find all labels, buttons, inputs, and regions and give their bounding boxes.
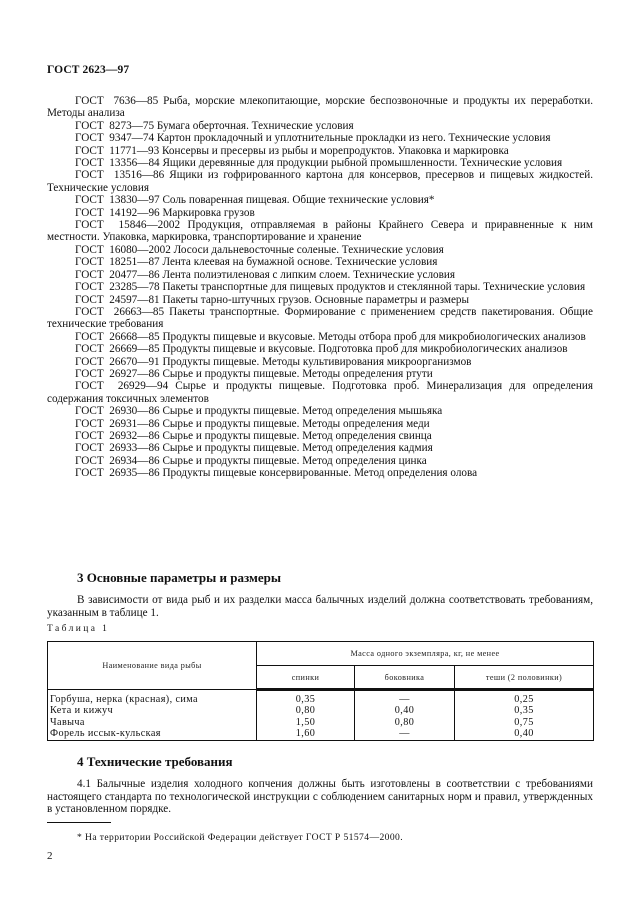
reference-title: Сырье и продукты пищевые. Метод определения свинца	[162, 429, 432, 442]
reference-code: ГОСТ 26663—85	[75, 305, 165, 318]
reference-title: Сырье и продукты пищевые. Методы определения ртути	[162, 367, 433, 380]
value-cell: 0,25	[455, 690, 594, 706]
reference-title: Ящики из гофрированного картона для консервов, пресервов и пищевых жидкостей. Технические условия	[47, 169, 593, 194]
value-cell: 0,40	[355, 705, 455, 716]
reference-item	[47, 256, 593, 268]
reference-item	[47, 95, 593, 120]
reference-title: Соль поваренная пищевая. Общие технические условия*	[162, 194, 435, 207]
reference-item	[47, 194, 593, 206]
reference-code: ГОСТ 24597—81	[75, 293, 160, 306]
fish-mass-table	[47, 641, 594, 741]
column-header-spinki: спинки	[257, 666, 355, 690]
reference-title: Сырье и продукты пищевые. Метод определения кадмия	[162, 442, 433, 455]
reference-code: ГОСТ 26668—85	[75, 330, 160, 343]
reference-item	[47, 169, 593, 194]
reference-code: ГОСТ 8273—75	[75, 119, 155, 132]
column-header-fish-name: Наименование вида рыбы	[48, 642, 257, 690]
reference-title: Бумага оберточная. Технические условия	[156, 119, 354, 132]
footnote: * На территории Российской Федерации действует ГОСТ Р 51574—2000.	[77, 832, 404, 843]
reference-item	[47, 331, 593, 343]
reference-code: ГОСТ 26670—91	[75, 355, 160, 368]
reference-item	[47, 418, 593, 430]
value-cell: 0,75	[455, 717, 594, 728]
table-row	[48, 705, 594, 716]
reference-item	[47, 343, 593, 355]
reference-item	[47, 380, 593, 405]
table-row	[48, 717, 594, 728]
table-row	[48, 728, 594, 740]
table-caption: Таблица 1	[47, 624, 110, 634]
reference-code: ГОСТ 9347—74	[75, 132, 155, 145]
value-cell: —	[355, 728, 455, 740]
reference-code: ГОСТ 26935—86	[75, 467, 160, 480]
reference-item	[47, 120, 593, 132]
reference-title: Продукты пищевые и вкусовые. Методы отбора проб для микробиологических анализов	[162, 330, 586, 343]
reference-code: ГОСТ 15846—2002	[75, 219, 181, 232]
reference-item	[47, 455, 593, 467]
value-cell: —	[355, 690, 455, 706]
reference-item	[47, 430, 593, 442]
reference-item	[47, 442, 593, 454]
column-group-header-mass: Масса одного экземпляра, кг, не менее	[257, 642, 594, 666]
reference-item	[47, 219, 593, 244]
reference-title: Пакеты тарно-штучных грузов. Основные параметры и размеры	[162, 293, 470, 306]
reference-code: ГОСТ 23285—78	[75, 281, 160, 294]
value-cell: 0,35	[257, 690, 355, 706]
normative-references-list	[47, 95, 593, 480]
reference-item	[47, 269, 593, 281]
footnote-divider	[47, 822, 111, 823]
reference-title: Лента клеевая на бумажной основе. Технические условия	[162, 256, 438, 269]
reference-code: ГОСТ 13356—84	[75, 157, 160, 170]
section-3-paragraph: В зависимости от вида рыб и их разделки масса балычных изделий должна соответствовать требованиям, указанным в таблице 1.	[47, 594, 593, 619]
reference-code: ГОСТ 14192—96	[75, 206, 160, 219]
reference-title: Сырье и продукты пищевые. Метод определения цинка	[162, 454, 427, 467]
table-row	[48, 690, 594, 706]
reference-item	[47, 157, 593, 169]
reference-code: ГОСТ 26934—86	[75, 454, 160, 467]
section-4-heading: 4 Технические требования	[77, 754, 233, 769]
value-cell: 1,50	[257, 717, 355, 728]
reference-title: Сырье и продукты пищевые. Методы определения меди	[162, 417, 430, 430]
reference-code: ГОСТ 26931—86	[75, 417, 160, 430]
reference-title: Консервы и пресервы из рыбы и морепродуктов. Упаковка и маркировка	[162, 144, 509, 157]
reference-item	[47, 244, 593, 256]
section-4-paragraph: 4.1 Балычные изделия холодного копчения должны быть изготовлены в соответствии с требованиями настоящего стандарта по технологической инструкции с соблюдением санитарных норм и правил, утвержденных в установленном порядке.	[47, 778, 593, 816]
reference-title: Картон прокладочный и уплотнительные прокладки из него. Технические условия	[156, 132, 551, 145]
reference-item	[47, 405, 593, 417]
reference-code: ГОСТ 26930—86	[75, 405, 160, 418]
fish-name-cell: Чавыча	[48, 717, 257, 728]
reference-code: ГОСТ 26932—86	[75, 429, 160, 442]
reference-title: Пакеты транспортные для пищевых продуктов и стеклянной тары. Технические условия	[162, 281, 586, 294]
reference-code: ГОСТ 26927—86	[75, 367, 160, 380]
reference-item	[47, 207, 593, 219]
reference-item	[47, 467, 593, 479]
reference-code: ГОСТ 26933—86	[75, 442, 160, 455]
reference-title: Пакеты транспортные. Формирование с применением средств пакетирования. Общие технические требования	[47, 305, 594, 331]
fish-name-cell: Горбуша, нерка (красная), сима	[48, 690, 257, 706]
column-header-bokovnika: боковника	[355, 666, 455, 690]
reference-code: ГОСТ 16080—2002	[75, 243, 171, 256]
section-3-heading: 3 Основные параметры и размеры	[77, 570, 282, 585]
reference-title: Сырье и продукты пищевые. Подготовка проб. Минерализация для определения содержания токсичных элементов	[47, 380, 594, 405]
reference-title: Продукты пищевые и вкусовые. Подготовка проб для микробиологических анализов	[162, 343, 568, 356]
reference-code: ГОСТ 13830—97	[75, 194, 160, 207]
reference-code: ГОСТ 11771—93	[75, 144, 160, 157]
reference-title: Рыба, морские млекопитающие, морские беспозвоночные и продукты их переработки. Методы анализа	[47, 95, 594, 120]
reference-item	[47, 356, 593, 368]
reference-code: ГОСТ 26669—85	[75, 343, 160, 356]
reference-item	[47, 132, 593, 144]
reference-title: Лента полиэтиленовая с липким слоем. Технические условия	[162, 268, 456, 281]
reference-code: ГОСТ 20477—86	[75, 268, 160, 281]
reference-title: Лососи дальневосточные соленые. Технические условия	[173, 243, 444, 256]
fish-name-cell: Форель иссык-кульская	[48, 728, 257, 740]
reference-item	[47, 281, 593, 293]
reference-code: ГОСТ 26929—94	[75, 380, 169, 393]
reference-item	[47, 294, 593, 306]
value-cell: 0,40	[455, 728, 594, 740]
column-header-teshi: теши (2 половинки)	[455, 666, 594, 690]
reference-title: Продукты пищевые. Методы культивирования микроорганизмов	[162, 355, 472, 368]
reference-code: ГОСТ 13516—86	[75, 169, 165, 182]
reference-item	[47, 306, 593, 331]
reference-title: Сырье и продукты пищевые. Метод определения мышьяка	[162, 405, 443, 418]
fish-name-cell: Кета и кижуч	[48, 705, 257, 716]
page-number: 2	[47, 850, 53, 862]
reference-item	[47, 145, 593, 157]
reference-item	[47, 368, 593, 380]
document-id-header: ГОСТ 2623—97	[47, 64, 130, 76]
reference-code: ГОСТ 18251—87	[75, 256, 160, 269]
value-cell: 0,80	[257, 705, 355, 716]
reference-title: Ящики деревянные для продукции рыбной промышленности. Технические условия	[162, 157, 563, 170]
reference-title: Продукция, отправляемая в районы Крайнего Севера и приравненные к ним местности. Упаковка, маркировка, транспортирование и хранение	[47, 219, 593, 244]
value-cell: 0,35	[455, 705, 594, 716]
reference-title: Продукты пищевые консервированные. Метод определения олова	[162, 467, 478, 480]
reference-title: Маркировка грузов	[162, 206, 255, 219]
reference-code: ГОСТ 7636—85	[75, 95, 159, 107]
value-cell: 0,80	[355, 717, 455, 728]
value-cell: 1,60	[257, 728, 355, 740]
